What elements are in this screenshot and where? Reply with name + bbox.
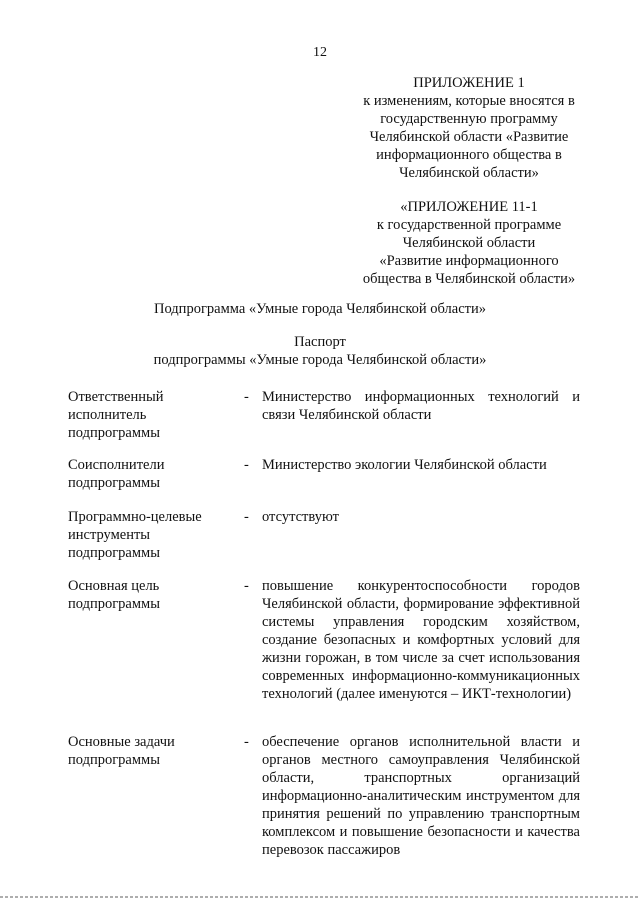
row-value: Министерство информационных технологий и связи Челябинской области	[262, 389, 580, 423]
appendix-11-1-header	[340, 198, 598, 288]
row-label-line: подпрограммы	[68, 752, 160, 768]
subprogram-title: Подпрограмма «Умные города Челябинской области»	[154, 301, 486, 317]
row-label-line: подпрограммы	[68, 425, 160, 441]
row-dash: -	[244, 509, 249, 525]
row-label-line: Соисполнители	[68, 457, 165, 473]
row-label-line: подпрограммы	[68, 545, 160, 561]
page-number: 12	[313, 45, 327, 60]
row-dash: -	[244, 389, 249, 405]
row-label	[68, 456, 228, 492]
appendix-1-header	[340, 74, 598, 182]
passport-title: Паспорт	[294, 334, 346, 350]
appendix-1-line: государственную программу	[380, 111, 558, 127]
appendix-11-1-line: общества в Челябинской области»	[362, 271, 576, 287]
row-label	[68, 388, 228, 442]
appendix-1-line: ПРИЛОЖЕНИЕ 1	[413, 75, 525, 91]
row-dash: -	[244, 578, 249, 594]
row-label-line: подпрограммы	[68, 596, 160, 612]
row-dash: -	[244, 457, 249, 473]
row-label-line: подпрограммы	[68, 475, 160, 491]
row-value: Министерство экологии Челябинской области	[262, 457, 547, 473]
appendix-1-line: Челябинской области «Развитие	[369, 129, 569, 145]
appendix-11-1-line: к государственной программе	[376, 217, 562, 233]
row-label-line: инструменты	[68, 527, 151, 543]
row-label-line: Программно-целевые	[68, 509, 202, 525]
appendix-1-line: к изменениям, которые вносятся в	[363, 93, 575, 109]
row-label-line: исполнитель	[68, 407, 147, 423]
row-label	[68, 508, 228, 562]
row-label-line: Основные задачи	[68, 734, 175, 750]
row-label-line: Основная цель	[68, 578, 160, 594]
row-label	[68, 733, 228, 769]
appendix-11-1-line: «ПРИЛОЖЕНИЕ 11-1	[400, 199, 538, 215]
row-value: отсутствуют	[262, 509, 339, 525]
passport-subtitle: подпрограммы «Умные города Челябинской области»	[153, 352, 487, 368]
appendix-11-1-line: Челябинской области	[402, 235, 536, 251]
row-value: обеспечение органов исполнительной власти и органов местного самоуправления Челябинской области, транспортных организаций информационно-аналитическим инструментом для принятия решений по управлению транспортным комплексом и повышение безопасности и качества перевозок пассажиров	[262, 734, 580, 858]
appendix-1-line: Челябинской области»	[399, 165, 539, 181]
row-dash: -	[244, 734, 249, 750]
row-value: повышение конкурентоспособности городов Челябинской области, формирование эффективной системы управления городским хозяйством, создание безопасных и комфортных условий для жизни горожан, в том числе за счет использования современных информационно-коммуникационных технологий (далее именуются – ИКТ-технологии)	[262, 578, 580, 702]
appendix-11-1-line: «Развитие информационного	[379, 253, 559, 269]
row-label-line: Ответственный	[68, 389, 164, 405]
scan-edge-divider	[0, 896, 640, 898]
appendix-1-line: информационного общества в	[376, 147, 562, 163]
passport-heading	[0, 333, 640, 369]
row-label	[68, 577, 228, 613]
